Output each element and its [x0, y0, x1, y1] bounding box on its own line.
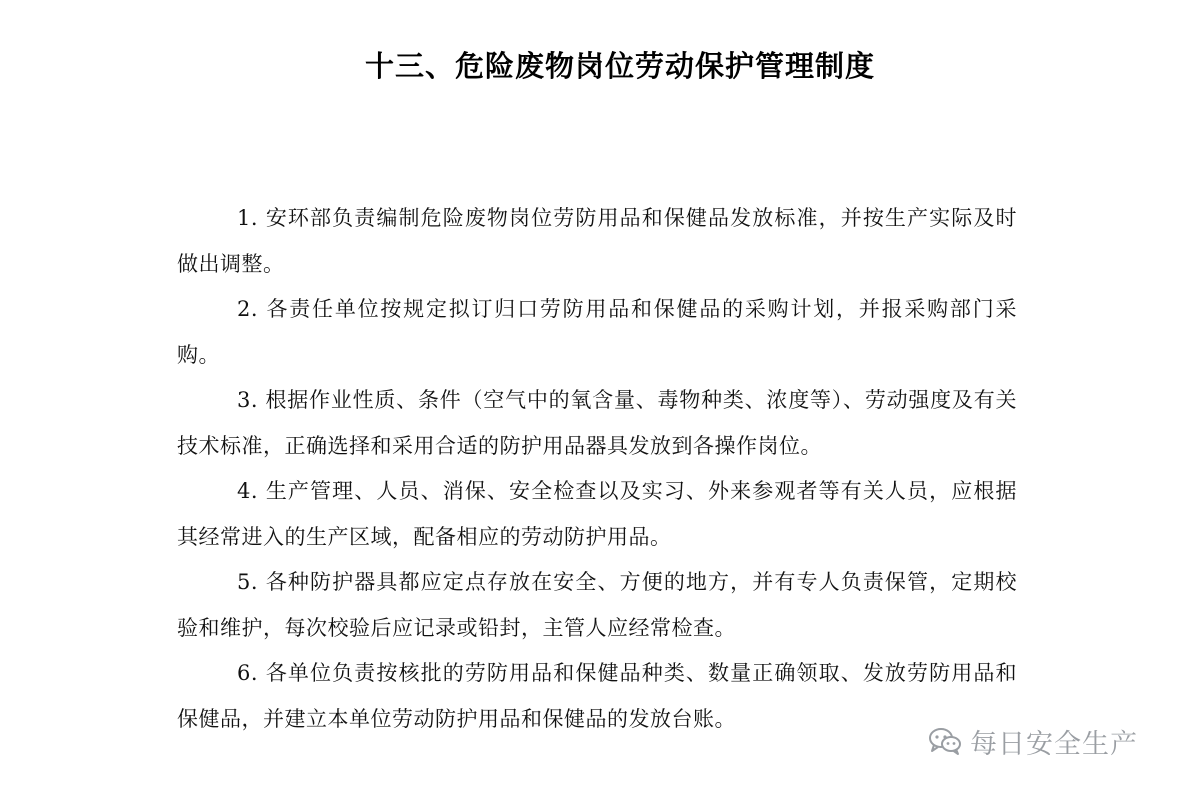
document-title: 十三、危险废物岗位劳动保护管理制度: [364, 49, 875, 83]
paragraph-6: 6. 各单位负责按核批的劳防用品和保健品种类、数量正确领取、发放劳防用品和保健品，并建立本单位劳动防护用品和保健品的发放台账。: [177, 661, 1017, 731]
paragraph-5: 5. 各种防护器具都应定点存放在安全、方便的地方，并有专人负责保管，定期校验和维护，每次校验后应记录或铅封，主管人应经常检查。: [177, 570, 1017, 640]
document-body: [177, 196, 1017, 742]
paragraph-3: 3. 根据作业性质、条件（空气中的氧含量、毒物种类、浓度等）、劳动强度及有关技术标准，正确选择和采用合适的防护用品器具发放到各操作岗位。: [177, 388, 1017, 458]
paragraph-2: 2. 各责任单位按规定拟订归口劳防用品和保健品的采购计划，并报采购部门采购。: [177, 297, 1017, 367]
paragraph-4: 4. 生产管理、人员、消保、安全检查以及实习、外来参观者等有关人员，应根据其经常进入的生产区域，配备相应的劳动防护用品。: [177, 479, 1017, 549]
watermark: [928, 721, 1138, 761]
wechat-icon: [928, 726, 962, 756]
paragraph-1: 1. 安环部负责编制危险废物岗位劳防用品和保健品发放标准，并按生产实际及时做出调整。: [177, 206, 1017, 276]
watermark-text: 每日安全生产: [970, 728, 1138, 760]
